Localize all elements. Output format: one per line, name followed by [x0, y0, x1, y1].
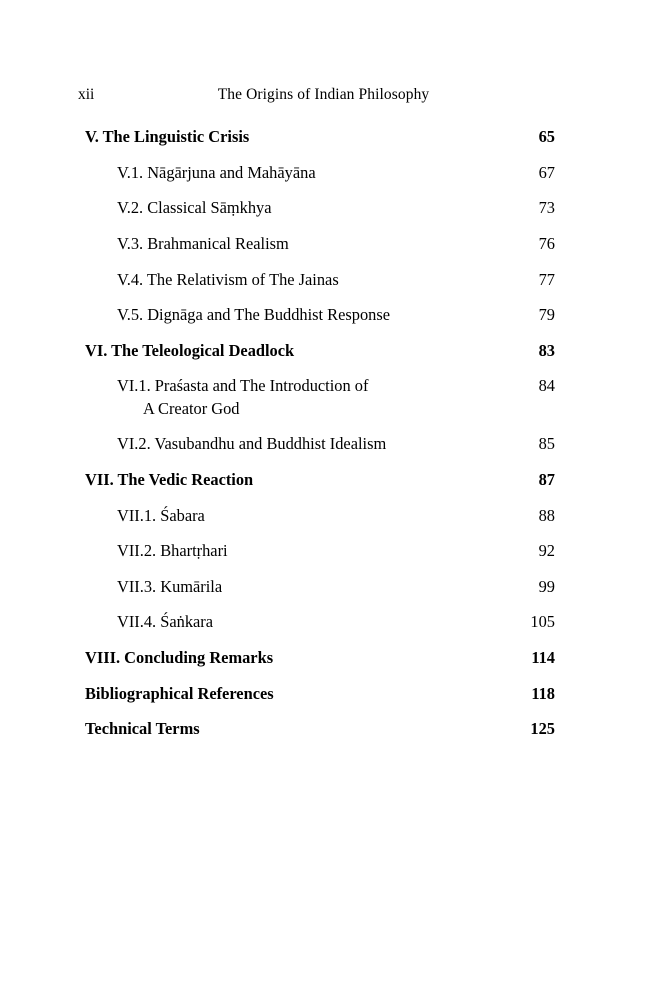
- toc-entry[interactable]: [85, 611, 555, 633]
- toc-entry-label-continued: A Creator God: [143, 398, 240, 418]
- toc-entry[interactable]: [85, 647, 555, 669]
- toc-entry-page: 83: [538, 340, 555, 360]
- running-head: [78, 86, 569, 108]
- toc-entry-label: V. The Linguistic Crisis: [85, 127, 250, 146]
- toc-entry[interactable]: [85, 269, 555, 291]
- folio-number: xii: [78, 86, 95, 103]
- toc-entry-page: 65: [538, 127, 555, 146]
- toc-entry-page: 118: [531, 683, 555, 703]
- toc-entry-page: 77: [538, 269, 555, 289]
- toc-entry-page: 87: [538, 469, 555, 489]
- toc-entry-label: V.2. Classical Sāṃkhya: [117, 198, 272, 218]
- toc-entry[interactable]: [85, 375, 555, 419]
- toc-entry[interactable]: [85, 540, 555, 562]
- toc-entry[interactable]: [85, 162, 555, 184]
- toc-entry-page: 114: [531, 648, 555, 668]
- book-title: The Origins of Indian Philosophy: [217, 86, 430, 103]
- toc-entry-page: 79: [538, 305, 555, 325]
- toc-entry-label: VII.4. Śaṅkara: [117, 612, 214, 632]
- toc-entry-label: VII. The Vedic Reaction: [85, 469, 254, 489]
- toc-entry-label: V.3. Brahmanical Realism: [117, 233, 289, 253]
- toc-entry-label: Technical Terms: [85, 719, 200, 739]
- toc-entry-page: 73: [538, 198, 555, 218]
- toc-entry-label: V.1. Nāgārjuna and Mahāyāna: [117, 162, 316, 182]
- toc-entry[interactable]: [85, 683, 555, 705]
- toc-entry-page: 105: [530, 612, 555, 632]
- toc-entry-label: VI.1. Praśasta and The Introduction of A Creator God: [85, 375, 368, 419]
- toc-entry-label: V.5. Dignāga and The Buddhist Response: [117, 305, 391, 325]
- toc-entry[interactable]: [85, 718, 555, 740]
- toc-entry-label: V.4. The Relativism of The Jainas: [117, 269, 339, 289]
- toc-entry-label: VII.2. Bhartṛhari: [117, 541, 228, 561]
- toc-entry-label: VI. The Teleological Deadlock: [85, 340, 295, 360]
- toc-entry[interactable]: [85, 433, 555, 455]
- toc-entry-page: 125: [530, 719, 555, 739]
- toc-entry[interactable]: [85, 126, 555, 148]
- table-of-contents: [85, 126, 555, 754]
- toc-entry-page: 67: [538, 162, 555, 182]
- toc-entry[interactable]: [85, 197, 555, 219]
- toc-entry-page: 76: [538, 233, 555, 253]
- toc-entry[interactable]: [85, 505, 555, 527]
- toc-entry-label: VII.1. Śabara: [117, 505, 205, 525]
- toc-entry[interactable]: [85, 469, 555, 491]
- toc-entry[interactable]: [85, 233, 555, 255]
- toc-entry-label: VI.2. Vasubandhu and Buddhist Idealism: [117, 434, 387, 454]
- toc-entry-page: 84: [538, 376, 555, 396]
- toc-entry[interactable]: [85, 576, 555, 598]
- toc-entry-label: VIII. Concluding Remarks: [85, 648, 274, 668]
- toc-entry-page: 85: [538, 434, 555, 454]
- toc-entry-label: VII.3. Kumārila: [117, 576, 223, 596]
- toc-entry-label: Bibliographical References: [85, 683, 274, 703]
- toc-entry-page: 92: [538, 541, 555, 561]
- toc-entry[interactable]: [85, 304, 555, 326]
- toc-entry[interactable]: [85, 340, 555, 362]
- toc-entry-page: 88: [538, 505, 555, 525]
- toc-entry-page: 99: [538, 576, 555, 596]
